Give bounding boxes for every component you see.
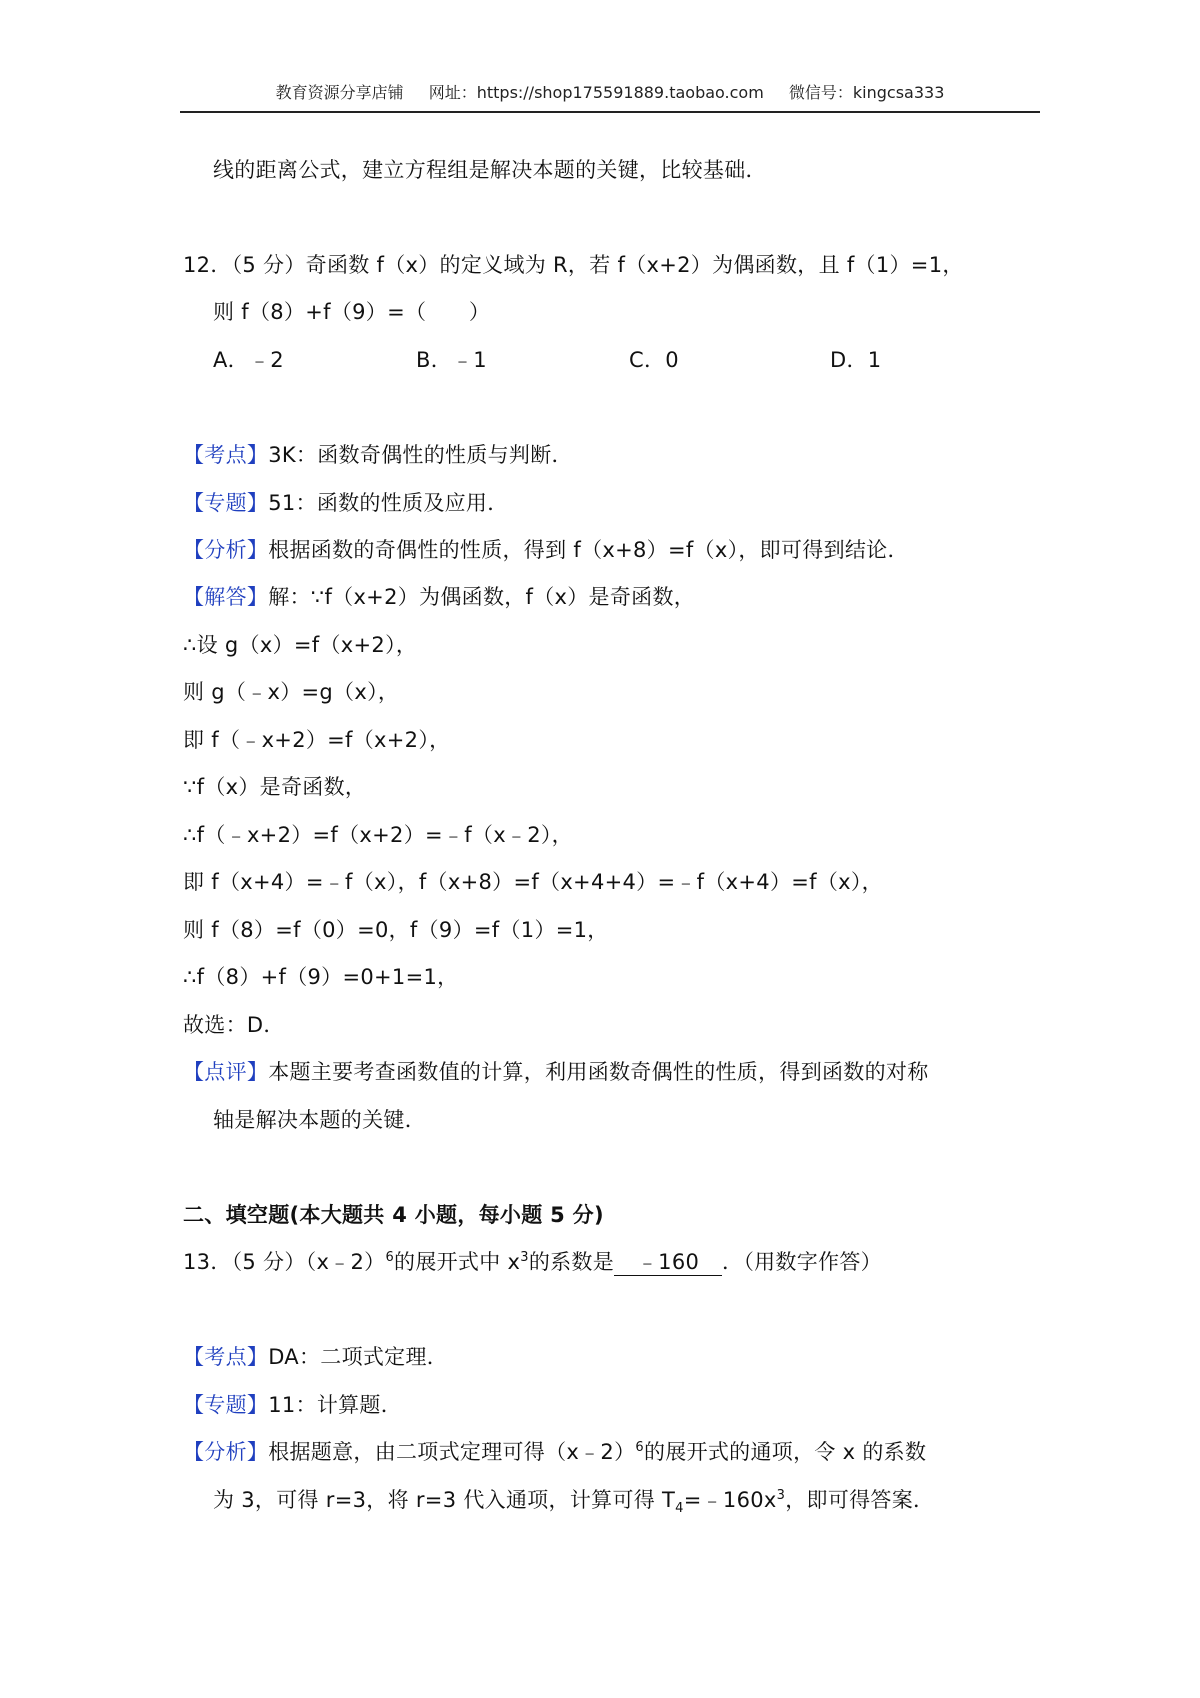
solution-step: 则 f（8）=f（0）=0，f（9）=f（1）=1，: [183, 918, 609, 942]
jieda-tag: 【解答】: [183, 585, 269, 609]
q13-fenxi-line2: [213, 1485, 934, 1515]
q13-stem-mid2: 的系数是: [528, 1250, 615, 1274]
q13-stem-post: ．（用数字作答）: [722, 1250, 882, 1274]
kaodian-tag: 【考点】: [183, 1345, 269, 1369]
fenxi2-subscript-4: 4: [675, 1501, 684, 1517]
solution-step: ∴f（8）+f（9）=0+1=1，: [183, 965, 459, 989]
q13-answer-blank: ﹣160: [614, 1249, 722, 1276]
q12-option-b: B．﹣1: [416, 348, 487, 372]
q13-fenxi: [183, 1437, 926, 1467]
zhuanti-tag: 【专题】: [183, 1393, 269, 1417]
fenxi-exponent-6: 6: [635, 1440, 644, 1455]
fenxi-tag: 【分析】: [183, 538, 269, 562]
solution-step: 即 f（﹣x+2）=f（x+2），: [183, 728, 451, 752]
q13-stem: [183, 1247, 882, 1277]
solution-step: ∴设 g（x）=f（x+2），: [183, 633, 418, 657]
fenxi-text-post: 的展开式的通项，令 x 的系数: [643, 1440, 927, 1464]
jieda-text: 解：∵f（x+2）为偶函数，f（x）是奇函数，: [268, 585, 696, 609]
zhuanti-tag: 【专题】: [183, 491, 269, 515]
fenxi-text-pre: 根据题意，由二项式定理可得（x﹣2）: [268, 1440, 636, 1464]
q12-kaodian: [183, 440, 573, 470]
solution-step: ∵f（x）是奇函数，: [183, 775, 367, 799]
solution-step: 则 g（﹣x）=g（x），: [183, 680, 400, 704]
fenxi-text: 根据函数的奇偶性的性质，得到 f（x+8）=f（x），即可得到结论．: [268, 538, 909, 562]
q13-exponent-6: 6: [385, 1250, 395, 1265]
q12-option-d: D．1: [830, 348, 882, 372]
kaodian-text: DA：二项式定理．: [268, 1345, 449, 1369]
kaodian-text: 3K：函数奇偶性的性质与判断．: [268, 443, 573, 467]
section-title: 二、填空题(本大题共 4 小题，每小题 5 分): [183, 1203, 604, 1227]
dianping-text: 本题主要考查函数值的计算，利用函数奇偶性的性质，得到函数的对称: [268, 1060, 929, 1084]
q13-zhuanti: [183, 1390, 402, 1420]
solution-step: ∴f（﹣x+2）=f（x+2）=﹣f（x﹣2），: [183, 823, 573, 847]
q12-fenxi: [183, 535, 909, 565]
q12-options: [213, 345, 913, 375]
kaodian-tag: 【考点】: [183, 443, 269, 467]
fenxi2-pre: 为 3，可得 r=3，将 r=3 代入通项，计算可得 T: [213, 1488, 676, 1512]
zhuanti-text: 51：函数的性质及应用．: [268, 491, 509, 515]
q12-dianping-line2: 轴是解决本题的关键．: [213, 1108, 426, 1132]
header-divider: [180, 111, 1040, 113]
fenxi2-post: ，即可得答案．: [785, 1488, 935, 1512]
q12-option-a: A．﹣2: [213, 348, 284, 372]
zhuanti-text: 11：计算题．: [268, 1393, 403, 1417]
q13-stem-pre: 13．（5 分）（x﹣2）: [183, 1250, 386, 1274]
q12-jieda: [183, 582, 695, 612]
q13-exponent-3: 3: [520, 1250, 529, 1265]
q12-dianping: [183, 1057, 929, 1087]
previous-comment-continuation: 线的距离公式，建立方程组是解决本题的关键，比较基础．: [213, 158, 767, 182]
q13-kaodian: [183, 1342, 448, 1372]
q12-zhuanti: [183, 488, 509, 518]
solution-step: 即 f（x+4）=﹣f（x），f（x+8）=f（x+4+4）=﹣f（x+4）=f（x），: [183, 870, 883, 894]
wechat-id: 微信号：kingcsa333: [788, 83, 945, 102]
page-header: [180, 82, 1040, 104]
q12-stem-line1: 12．（5 分）奇函数 f（x）的定义域为 R，若 f（x+2）为偶函数，且 f（1）=1，: [183, 253, 964, 277]
dianping-tag: 【点评】: [183, 1060, 269, 1084]
fenxi2-mid: =﹣160x: [683, 1488, 777, 1512]
q13-stem-mid: 的展开式中 x: [394, 1250, 521, 1274]
shop-website[interactable]: 网址：https://shop175591889.taobao.com: [428, 83, 764, 102]
shop-name: 教育资源分享店铺: [275, 83, 404, 102]
q12-option-c: C．0: [629, 348, 679, 372]
q12-stem-line2: 则 f（8）+f（9）=（ ）: [213, 300, 491, 324]
fenxi-tag: 【分析】: [183, 1440, 269, 1464]
fenxi2-exponent-3: 3: [776, 1488, 786, 1503]
solution-step: 故选：D．: [183, 1013, 285, 1037]
